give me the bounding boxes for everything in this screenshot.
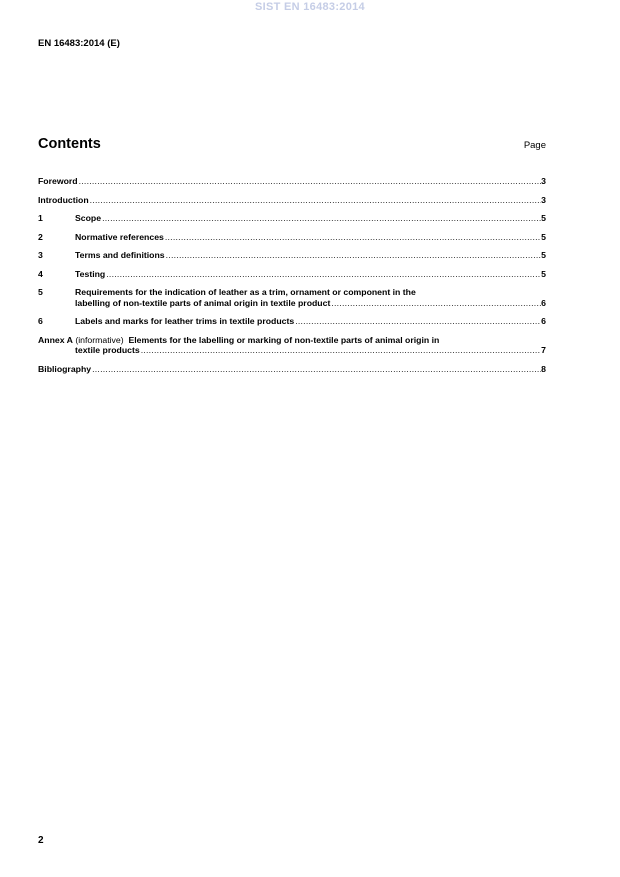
toc-entry-normative-references[interactable] bbox=[38, 232, 546, 243]
toc-title: Normative references bbox=[75, 231, 164, 242]
leader-dots bbox=[106, 269, 541, 280]
toc-page: 5 bbox=[541, 268, 546, 279]
toc-number: 1 bbox=[38, 213, 43, 223]
toc-page: 5 bbox=[541, 231, 546, 242]
toc-title: Testing bbox=[75, 268, 106, 279]
leader-dots bbox=[141, 345, 541, 356]
toc-title-line2: textile products bbox=[75, 345, 140, 355]
table-of-contents bbox=[38, 176, 546, 382]
leader-dots bbox=[79, 176, 542, 187]
toc-entry-annex-a[interactable] bbox=[38, 335, 546, 356]
document-id: EN 16483:2014 (E) bbox=[38, 38, 120, 49]
toc-title: Foreword bbox=[38, 176, 78, 186]
leader-dots bbox=[331, 298, 541, 309]
leader-dots bbox=[295, 316, 541, 327]
leader-dots bbox=[102, 213, 541, 224]
toc-number: 3 bbox=[38, 250, 43, 260]
toc-page: 5 bbox=[541, 250, 546, 260]
toc-title: Scope bbox=[75, 213, 102, 223]
toc-number: 5 bbox=[38, 287, 43, 297]
contents-title: Contents bbox=[38, 136, 101, 152]
toc-entry-terms-and-definitions[interactable] bbox=[38, 250, 546, 261]
toc-number: 4 bbox=[38, 268, 43, 279]
leader-dots bbox=[92, 364, 541, 375]
page-column-label: Page bbox=[523, 140, 546, 151]
toc-entry-labels-and-marks[interactable] bbox=[38, 316, 546, 327]
page-number: 2 bbox=[38, 835, 44, 846]
leader-dots bbox=[90, 195, 541, 206]
toc-page: 7 bbox=[541, 345, 546, 355]
toc-page: 3 bbox=[541, 194, 546, 205]
leader-dots bbox=[165, 232, 541, 243]
toc-title: Terms and definitions bbox=[75, 250, 165, 260]
toc-number: 2 bbox=[38, 231, 43, 242]
toc-entry-requirements[interactable] bbox=[38, 287, 546, 308]
toc-title: Bibliography bbox=[38, 363, 92, 374]
toc-title: Labels and marks for leather trims in textile products bbox=[75, 316, 295, 326]
annex-type: (informative) bbox=[75, 334, 124, 345]
toc-title-line1: Elements for the labelling or marking of non-textile parts of animal origin in bbox=[128, 334, 440, 345]
toc-title-line2: labelling of non-textile parts of animal origin in textile product bbox=[75, 297, 331, 308]
toc-title: Introduction bbox=[38, 194, 89, 205]
toc-entry-bibliography[interactable] bbox=[38, 364, 546, 375]
annex-label: Annex A bbox=[38, 334, 73, 345]
toc-entry-introduction[interactable] bbox=[38, 195, 546, 206]
leader-dots bbox=[166, 250, 542, 261]
toc-page: 3 bbox=[541, 176, 546, 186]
toc-page: 8 bbox=[541, 363, 546, 374]
toc-page: 6 bbox=[541, 297, 546, 308]
toc-entry-scope[interactable] bbox=[38, 213, 546, 224]
toc-page: 5 bbox=[541, 213, 546, 223]
toc-entry-foreword[interactable] bbox=[38, 176, 546, 187]
toc-entry-testing[interactable] bbox=[38, 269, 546, 280]
toc-page: 6 bbox=[541, 316, 546, 326]
watermark: SIST EN 16483:2014 bbox=[255, 1, 365, 13]
toc-number: 6 bbox=[38, 316, 43, 326]
toc-title-line1: Requirements for the indication of leather as a trim, ornament or component in the bbox=[75, 287, 416, 297]
